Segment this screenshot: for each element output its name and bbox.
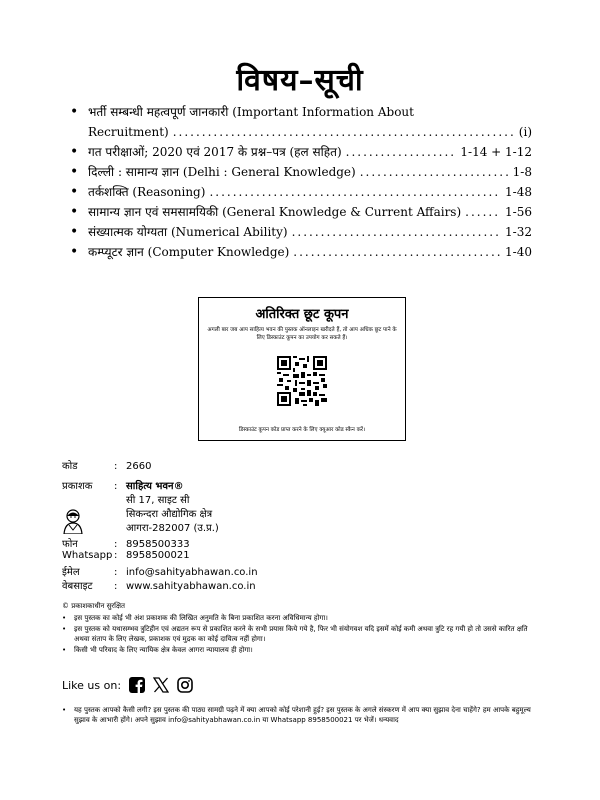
toc-item-page: 1-14 + 1-12 [460,145,532,159]
rights-item: • इस पुस्तक का कोई भी अंश प्रकाशक की लिखित अनुमति के बिना प्रकाशित करना अविधिमान्य होगा। [62,613,542,623]
toc-leader-dots [360,162,509,182]
code-row: कोड : 2660 [62,461,152,472]
toc-item-label: • कम्प्यूटर ज्ञान (Computer Knowledge) [88,245,290,259]
toc-leader-dots [292,222,501,242]
feedback-text: • यह पुस्तक आपको कैसी लगी? इस पुस्तक की पाठ्य सामग्री पढ़ने में क्या आपको कोई परेशानी हुई? इस पुस्तक के अगले संस्करण में आप क्या सुझाव देना चाहेंगे? हम आपके बहुमूल्य सुझाव के आभारी होंगे। अपने सुझाव info@sahityabhawan.co.in या Whatsapp 8958500021 पर भेजें। धन्यवाद [62,705,544,725]
toc-leader-dots [209,182,501,202]
rights-item: • इस पुस्तक को यथासम्भव त्रुटिहीन एवं अद्यतन रूप से प्रकाशित करने के सभी प्रयास किये गये है, फिर भी संयोगवश यदि इसमें कोई कमी अथवा त्रुटि रह गयी हो तो उससे कारित क्षति अथवा संताप के लिए लेखक, प्रकाशक एवं मुद्रक का कोई दायित्व नहीं होगा। [62,624,542,644]
email-row: ईमेल : info@sahityabhawan.co.in [62,567,258,578]
coupon-title: अतिरिक्त छूट कूपन [255,307,349,322]
publisher-logo-icon [62,508,84,534]
qr-code-icon[interactable] [277,356,327,406]
code-value: 2660 [126,461,152,472]
facebook-icon[interactable] [129,677,145,693]
toc-item-page: (i) [518,125,532,139]
copyright-note: © प्रकाशकाधीन सुरक्षित [62,602,125,610]
social-links [62,677,193,693]
toc-item-label: • संख्यात्मक योग्यता (Numerical Ability) [88,225,288,239]
address-line: सी 17, साइट सी [126,495,190,506]
toc-item [70,222,532,242]
website-row: वेबसाइट : www.sahityabhawan.co.in [62,581,256,592]
toc-item-label-continued: Recruitment) [88,125,169,139]
coupon-footer: डिस्काउंट कूपन कोड प्राप्त करने के लिए क्यूआर कोड स्कैन करें। [238,427,366,433]
toc-item-page: 1-40 [505,245,532,259]
toc-item-label: • दिल्ली : सामान्य ज्ञान (Delhi : General Knowledge) [88,165,356,179]
instagram-icon[interactable] [177,677,193,693]
toc-item [70,102,532,142]
table-of-contents [70,102,532,262]
toc-item-page: 1-56 [505,205,532,219]
x-icon[interactable] [153,677,169,693]
publisher-row: प्रकाशक : साहित्य भवन® [62,481,184,492]
toc-item-page: 1-8 [512,165,532,179]
toc-item-page: 1-48 [505,185,532,199]
feedback-section [62,705,544,726]
toc-item [70,182,532,202]
discount-coupon-box [198,297,406,441]
coupon-description: अगली बार जब आप साहित्य भवन की पुस्तक ऑनलाइन खरीदते हैं, तो आप अधिक छूट पाने के लिए डिस्काउंट कूपन का उपयोग कर सकते हैं। [207,327,397,341]
whatsapp-row: Whatsapp : 8958500021 [62,550,190,561]
toc-leader-dots [465,202,501,222]
copyright-section [62,601,542,656]
publisher-name: साहित्य भवन® [126,481,184,492]
address-line: आगरा-282007 (उ.प्र.) [126,523,219,534]
address-line: सिकन्दरा औद्योगिक क्षेत्र [126,509,213,520]
toc-item-label: • तर्कशक्ति (Reasoning) [88,185,206,199]
toc-item-label: • भर्ती सम्बन्धी महत्वपूर्ण जानकारी (Important Information About [88,105,414,119]
phone-row: फोन : 8958500333 [62,539,190,550]
whatsapp-value: 8958500021 [126,550,190,561]
rights-item: • किसी भी परिवाद के लिए न्यायिक क्षेत्र केवल आगरा न्यायालय ही होगा। [62,645,542,655]
toc-item-label: • सामान्य ज्ञान एवं समसामयिकी (General Knowledge & Current Affairs) [88,205,462,219]
toc-leader-dots [346,142,457,162]
website-link[interactable]: www.sahityabhawan.co.in [126,581,256,592]
toc-item [70,162,532,182]
toc-item-label: • गत परीक्षाओं; 2020 एवं 2017 के प्रश्न–पत्र (हल सहित) [88,145,342,159]
toc-item [70,202,532,222]
toc-leader-dots [173,122,515,142]
toc-leader-dots [293,242,501,262]
like-us-label: Like us on: [62,678,122,692]
phone-value: 8958500333 [126,539,190,550]
page-title: विषय–सूची [236,63,364,98]
toc-item-page: 1-32 [505,225,532,239]
toc-item [70,242,532,262]
email-link[interactable]: info@sahityabhawan.co.in [126,567,258,578]
toc-item [70,142,532,162]
